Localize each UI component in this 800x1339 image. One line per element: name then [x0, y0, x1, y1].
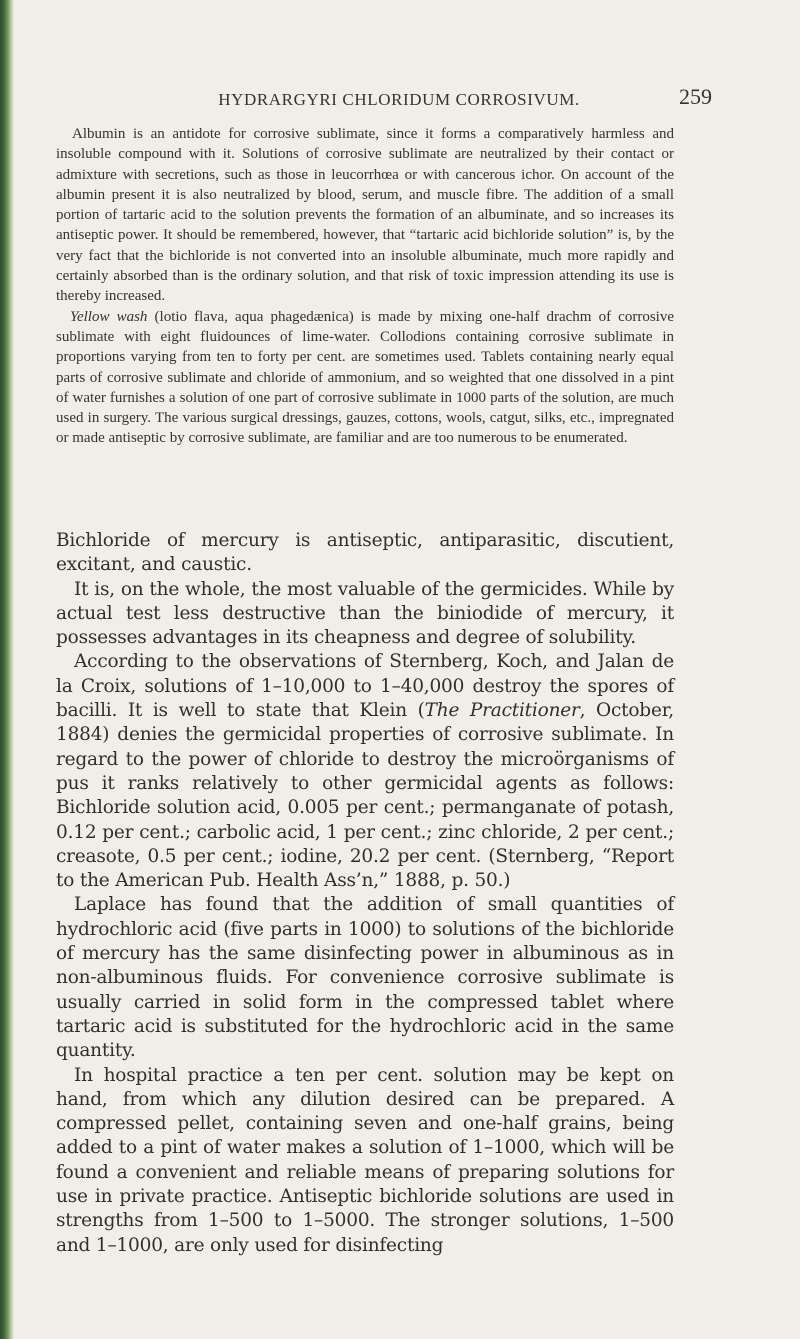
small-print-section [56, 124, 674, 449]
yellow-wash-text: (lotio flava, aqua phagedænica) is made by mixing one-half drachm of corrosive sublimate with eight fluidounces of lime-water. Collodions containing corrosive sublimate in proportions varying from ten to forty per cent. are sometimes used. Tablets containing nearly equal parts of corrosive sublimate and chloride of ammonium, and so weighted that one dissolved in a pint of water furnishes a solution of one part of corrosive sublimate in 1000 parts of the solution, are much used in surgery. The various surgical dressings, gauzes, cottons, wools, catgut, silks, etc., impregnated or made antiseptic by corrosive sublimate, are familiar and are too numerous to be enumerated. [56, 308, 674, 447]
observations-text-start: According to the observations of Sternberg, Koch, and Jalan de la Croix, solutions of 1–10,000 to 1–40,000 destroy the spores of bacilli. It is well to state that Klein ( [56, 651, 674, 722]
germicide-paragraph: It is, on the whole, the most valuable of the germicides. While by actual test less destructive than the biniodide of mercury, it possesses advantages in its cheapness and degree of solubility. [56, 578, 674, 649]
hospital-practice-paragraph: In hospital practice a ten per cent. solution may be kept on hand, from which any dilution desired can be prepared. A compressed pellet, containing seven and one-half grains, being added to a pint of water makes a solution of 1–1000, which will be found a convenient and reliable means of preparing solutions for use in private practice. Antiseptic bichloride solutions are used in strengths from 1–500 to 1–5000. The stronger solutions, 1–500 and 1–1000, are only used for disinfecting [56, 1064, 674, 1256]
properties-paragraph: Bichloride of mercury is antiseptic, antiparasitic, discutient, excitant, and caustic. [56, 530, 674, 576]
observations-paragraph [56, 650, 674, 893]
main-text-section [56, 529, 674, 1258]
page-number: 259 [679, 84, 712, 109]
running-title: HYDRARGYRI CHLORIDUM CORROSIVUM. [218, 90, 580, 109]
observations-text-end: , October, 1884) denies the germicidal properties of corrosive sublimate. In regard to the power of chloride to destroy the microörganisms of pus it ranks relatively to other germicidal agents as follows: Bichloride solution acid, 0.005 per cent.; permanganate of potash, 0.12 per cent.; carbolic acid, 1 per cent.; zinc chloride, 2 per cent.; creasote, 0.5 per cent.; iodine, 20.2 per cent. (Sternberg, “Report to the American Pub. Health Ass’n,” 1888, p. 50.) [56, 700, 674, 892]
book-binding-edge [0, 0, 14, 1339]
yellow-wash-paragraph [56, 307, 674, 449]
albumin-paragraph: Albumin is an antidote for corrosive sublimate, since it forms a comparatively harmless and insoluble compound with it. Solutions of corrosive sublimate are neutralized by their contact or admixture with secretions, such as those in leucorrhœa or with cancerous ichor. On account of the albumin present it is also neutralized by blood, serum, and muscle fibre. The addition of a small portion of tartaric acid to the solution prevents the formation of an albuminate, and so increases its antiseptic power. It should be remembered, however, that “tartaric acid bichloride solution” is, by the very fact that the bichloride is not converted into an insoluble albuminate, much more rapidly and certainly absorbed than is the ordinary solution, and that risk of toxic impression attending its use is thereby increased. [56, 126, 674, 305]
book-page [14, 0, 800, 1339]
yellow-wash-term: Yellow wash [70, 308, 148, 325]
journal-title: The Practitioner [424, 700, 580, 722]
laplace-paragraph: Laplace has found that the addition of small quantities of hydrochloric acid (five parts in 1000) to solutions of the bichloride of mercury has the same disinfecting power in albuminous as in non-albuminous fluids. For convenience corrosive sublimate is usually carried in solid form in the compressed tablet where tartaric acid is substituted for the hydrochloric acid in the same quantity. [56, 894, 674, 1062]
